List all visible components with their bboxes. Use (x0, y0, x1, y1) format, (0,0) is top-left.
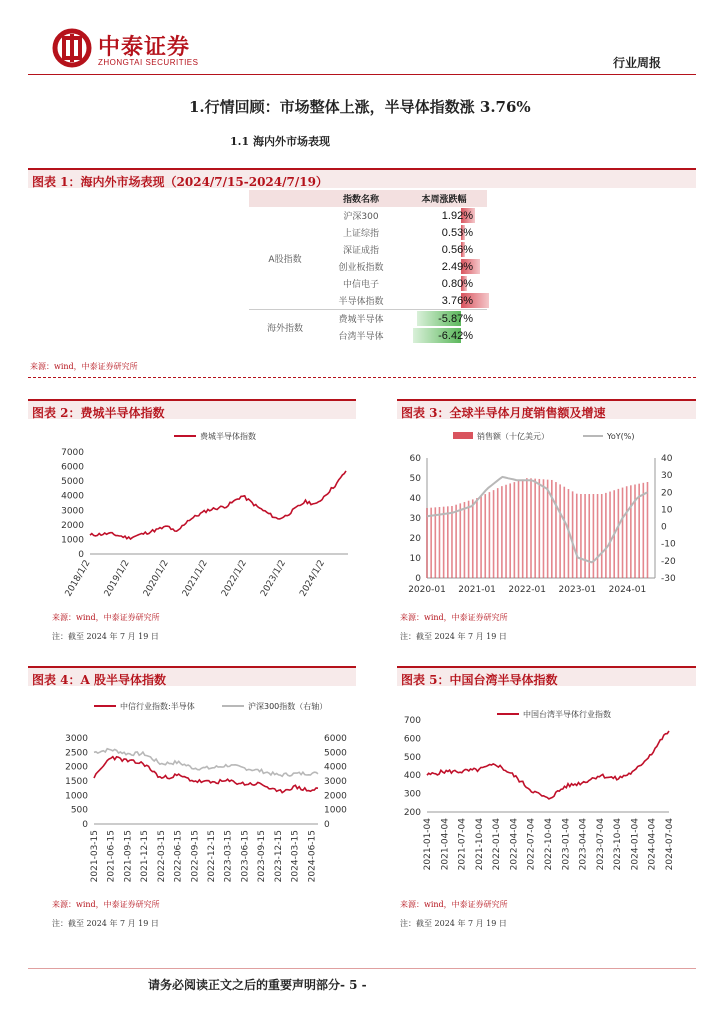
x-tick-label: 2024/1/2 (298, 558, 328, 599)
sales-bar (430, 508, 432, 578)
sales-bar (597, 494, 599, 578)
table-cell-name: 创业板指数 (338, 263, 384, 273)
figure-4-source: 来源：wind，中泰证券研究所 (52, 900, 160, 909)
sales-bar (480, 496, 482, 578)
figure-3-source: 来源：wind，中泰证券研究所 (400, 613, 508, 622)
figure-4-note: 注：截至 2024 年 7 月 19 日 (52, 919, 159, 928)
figure-5-title: 图表 5：中国台湾半导体指数 (401, 673, 558, 687)
logo-mark-icon (52, 28, 92, 68)
x-tick-label: 2021/1/2 (180, 558, 210, 599)
sales-bar (601, 494, 603, 578)
sales-bar (505, 485, 507, 578)
y-tick-label: 1000 (61, 535, 84, 546)
table-cell-name: 费城半导体 (321, 310, 401, 328)
change-value: 2.49% (441, 260, 473, 273)
x-tick-label: 2023-09-15 (257, 830, 268, 883)
x-tick-label: 2024-07-04 (665, 818, 675, 871)
footer-rule (28, 968, 696, 969)
sales-bar (464, 502, 466, 578)
sales-bar (497, 488, 499, 578)
global-semiconductor-sales-chart (397, 420, 696, 600)
y2-tick-label: 6000 (324, 734, 347, 744)
legend-label: 中信行业指数:半导体 (120, 702, 195, 711)
figure-2-source: 来源：wind，中泰证券研究所 (52, 613, 160, 622)
sales-bar (514, 482, 516, 578)
table-cell-name: 中信电子 (342, 280, 379, 290)
sales-bar (543, 479, 545, 578)
x-tick-label: 2023-06-15 (240, 830, 251, 883)
series-line (427, 731, 669, 799)
x-tick-label: 2023/1/2 (259, 558, 289, 599)
x-tick-label: 2021-12-15 (140, 830, 151, 883)
taiwan-semiconductor-chart (397, 690, 696, 890)
y-tick-label: 6000 (61, 462, 84, 473)
change-value: 0.80% (441, 277, 473, 290)
y-tick-label: 0 (78, 550, 84, 560)
figure-3-title-bar (397, 399, 696, 419)
y2-tick-label: 2000 (324, 791, 347, 802)
logo-english: ZHONGTAI SECURITIES (98, 58, 199, 67)
y-tick-label: 1000 (65, 791, 88, 802)
y-tick-label: 7000 (61, 448, 84, 458)
sales-bar (476, 498, 478, 578)
figure-4-title: 图表 4：A 股半导体指数 (32, 673, 167, 687)
table-header-name: 指数名称 (321, 190, 401, 207)
table-cell-name: 沪深300 (343, 212, 379, 222)
report-type: 行业周报 (613, 56, 662, 70)
y-tick-label: 5000 (61, 477, 84, 488)
sales-bar (555, 482, 557, 578)
section-title: 1.行情回顾：市场整体上涨，半导体指数涨 3.76% (189, 98, 531, 116)
x-tick-label: 2021-09-15 (123, 830, 134, 883)
y-tick-label: 400 (403, 771, 421, 782)
change-value: -5.87% (438, 312, 473, 325)
y-tick-label: 1500 (65, 777, 88, 787)
x-tick-label: 2022-06-15 (173, 830, 184, 883)
sales-bar (501, 486, 503, 578)
sales-bar (426, 508, 428, 578)
sales-bar (522, 479, 524, 578)
figure-3-title: 图表 3：全球半导体月度销售额及增速 (401, 406, 606, 420)
table-cell-change (401, 207, 487, 224)
x-tick-label: 2022-04-04 (509, 818, 520, 871)
x-tick-label: 2023-01-04 (561, 818, 572, 871)
table-row (249, 207, 487, 224)
sales-bar (605, 493, 607, 578)
sales-bar (593, 494, 595, 578)
sales-bar (509, 483, 511, 578)
table-cell-name: 深证成指 (342, 246, 379, 256)
y2-tick-label: 0 (661, 522, 667, 533)
table-cell-change (401, 275, 487, 292)
x-tick-label: 2021-10-04 (474, 818, 485, 871)
sales-bar (455, 505, 457, 578)
table-cell-change (401, 224, 487, 241)
sales-bar (447, 506, 449, 578)
y2-tick-label: 20 (661, 488, 673, 499)
sales-bar (630, 485, 632, 578)
figure-5-note: 注：截至 2024 年 7 月 19 日 (400, 919, 507, 928)
x-tick-label: 2021-03-15 (90, 830, 100, 883)
sales-bar (526, 478, 528, 578)
y-tick-label: 4000 (61, 491, 84, 502)
y-tick-label: 40 (409, 494, 421, 504)
change-value: 1.92% (441, 209, 473, 222)
x-tick-label: 2023-07-04 (595, 818, 606, 871)
sales-bar (643, 483, 645, 578)
table-cell-name: 半导体指数 (338, 297, 384, 307)
y2-tick-label: 1000 (324, 805, 347, 816)
sales-bar (489, 492, 491, 578)
legend-label: 沪深300指数（右轴） (248, 702, 328, 711)
y-tick-label: 50 (409, 474, 421, 484)
x-tick-label: 2024-06-15 (307, 830, 318, 883)
x-tick-label: 2022-01-04 (492, 818, 503, 871)
sales-bar (468, 501, 470, 578)
sales-bar (559, 484, 561, 578)
y2-tick-label: 30 (661, 471, 673, 482)
y2-tick-label: 40 (661, 454, 673, 464)
y-tick-label: 30 (409, 514, 421, 524)
change-value: -6.42% (438, 329, 473, 342)
sales-bar (647, 482, 649, 578)
y-tick-label: 10 (409, 554, 421, 564)
y-tick-label: 200 (403, 808, 421, 818)
change-value: 0.56% (441, 243, 473, 256)
figure-3-note: 注：截至 2024 年 7 月 19 日 (400, 632, 507, 641)
legend-label: 销售额（十亿美元） (477, 432, 549, 441)
sales-bar (576, 494, 578, 578)
x-tick-label: 2024-03-15 (290, 830, 301, 883)
x-tick-label: 2023-03-15 (223, 830, 234, 883)
sales-bar (626, 486, 628, 578)
sales-bar (459, 503, 461, 578)
section-subtitle: 1.1 海内外市场表现 (230, 135, 330, 148)
x-tick-label: 2021-01 (458, 585, 496, 595)
x-tick-label: 2022/1/2 (220, 558, 249, 599)
y-tick-label: 3000 (61, 506, 84, 517)
sales-bar (622, 488, 624, 578)
legend-label: YoY(%) (607, 432, 635, 441)
y-tick-label: 3000 (65, 734, 88, 744)
figure-2-note: 注：截至 2024 年 7 月 19 日 (52, 632, 159, 641)
table-header-row (249, 190, 487, 207)
y-tick-label: 0 (82, 820, 88, 830)
table-cell-name: 台湾半导体 (338, 332, 384, 342)
x-tick-label: 2022-09-15 (190, 830, 201, 883)
change-value: 3.76% (441, 294, 473, 307)
figure-5-source: 来源：wind，中泰证券研究所 (400, 900, 508, 909)
x-tick-label: 2024-01-04 (630, 818, 641, 871)
philadelphia-semiconductor-chart (28, 420, 356, 600)
x-tick-label: 2021-06-15 (106, 830, 117, 883)
sales-bar (443, 507, 445, 578)
sales-bar (580, 494, 582, 578)
table-group-label: A股指数 (268, 254, 302, 265)
sales-bar (451, 506, 453, 578)
a-share-semiconductor-chart (28, 690, 356, 890)
sales-bar (435, 507, 437, 578)
sales-bar (563, 487, 565, 578)
figure-4-title-bar (28, 666, 356, 686)
table-group-label: 海外指数 (249, 310, 321, 345)
y-tick-label: 500 (403, 752, 421, 763)
sales-bar (439, 507, 441, 578)
table-cell-change (401, 327, 487, 344)
x-tick-label: 2019/1/2 (102, 558, 132, 599)
figure-1-source: 来源：wind，中泰证券研究所 (30, 362, 138, 371)
x-tick-label: 2020-01 (408, 585, 446, 595)
legend-label: 费城半导体指数 (200, 432, 256, 441)
table-cell-change (401, 241, 487, 258)
sales-bar (618, 489, 620, 578)
sales-bar (539, 479, 541, 578)
sales-bar (572, 491, 574, 578)
y2-tick-label: -30 (661, 574, 676, 584)
sales-bar (609, 492, 611, 578)
legend-swatch (453, 432, 473, 439)
y-tick-label: 500 (70, 805, 88, 816)
y2-tick-label: 3000 (324, 777, 347, 787)
sales-bar (530, 478, 532, 578)
y-tick-label: 2000 (65, 762, 88, 773)
legend-label: 中国台湾半导体行业指数 (523, 710, 611, 719)
sales-bar (518, 481, 520, 578)
x-tick-label: 2024-01 (608, 585, 647, 595)
x-tick-label: 2022-01 (508, 585, 547, 595)
header-rule (28, 74, 696, 75)
x-tick-label: 2022-07-04 (526, 818, 537, 871)
x-tick-label: 2022-12-15 (207, 830, 218, 883)
figure-2-title: 图表 2：费城半导体指数 (32, 406, 165, 420)
footer-text: 请务必阅读正文之后的重要声明部分- 5 - (148, 978, 367, 992)
x-tick-label: 2023-10-04 (613, 818, 624, 871)
y-tick-label: 0 (415, 574, 421, 584)
change-value: 0.53% (441, 226, 473, 239)
x-tick-label: 2018/1/2 (63, 558, 93, 599)
sales-bar (584, 494, 586, 578)
table-row (249, 310, 487, 328)
sales-bar (547, 480, 549, 578)
x-tick-label: 2022-10-04 (544, 818, 554, 871)
table-cell-change (401, 310, 487, 328)
x-tick-label: 2024-04-04 (647, 818, 658, 871)
y2-tick-label: 10 (661, 505, 673, 516)
sales-bar (588, 494, 590, 578)
x-tick-label: 2023-12-15 (273, 830, 284, 883)
x-tick-label: 2020/1/2 (141, 558, 171, 599)
sales-bar (472, 499, 474, 578)
figure-5-title-bar (397, 666, 696, 686)
y-tick-label: 600 (403, 734, 421, 745)
semiconductor-line (94, 757, 318, 793)
y2-tick-label: 4000 (324, 762, 347, 773)
figure-1-divider (28, 377, 696, 378)
x-tick-label: 2023-04-04 (578, 818, 589, 871)
market-performance-table (249, 190, 487, 344)
series-line (90, 471, 346, 539)
figure-1-title: 图表 1：海内外市场表现（2024/7/15-2024/7/19） (32, 175, 328, 189)
figure-2-title-bar (28, 399, 356, 419)
logo-name: 中泰证券 (98, 35, 191, 60)
y2-tick-label: 0 (324, 820, 330, 830)
y-tick-label: 300 (403, 789, 421, 800)
x-tick-label: 2022-03-15 (156, 830, 167, 883)
y-tick-label: 60 (409, 454, 421, 464)
table-cell-change (401, 292, 487, 310)
table-cell-change (401, 258, 487, 275)
y-tick-label: 20 (409, 534, 421, 544)
x-tick-label: 2021-07-04 (457, 818, 468, 871)
table-header-change: 本周涨跌幅 (401, 190, 487, 207)
figure-1-title-bar (28, 168, 696, 188)
y2-tick-label: 5000 (324, 748, 347, 759)
table-cell-name: 上证综指 (342, 229, 379, 239)
y-tick-label: 2500 (65, 748, 88, 759)
x-tick-label: 2021-01-04 (423, 818, 433, 871)
sales-bar (534, 479, 536, 578)
y2-tick-label: -10 (661, 539, 676, 550)
y2-tick-label: -20 (661, 556, 676, 567)
x-tick-label: 2021-04-04 (440, 818, 451, 871)
y-tick-label: 2000 (61, 520, 84, 531)
x-tick-label: 2023-01 (558, 585, 597, 595)
sales-bar (484, 494, 486, 578)
sales-bar (493, 490, 495, 578)
y-tick-label: 700 (403, 716, 421, 726)
